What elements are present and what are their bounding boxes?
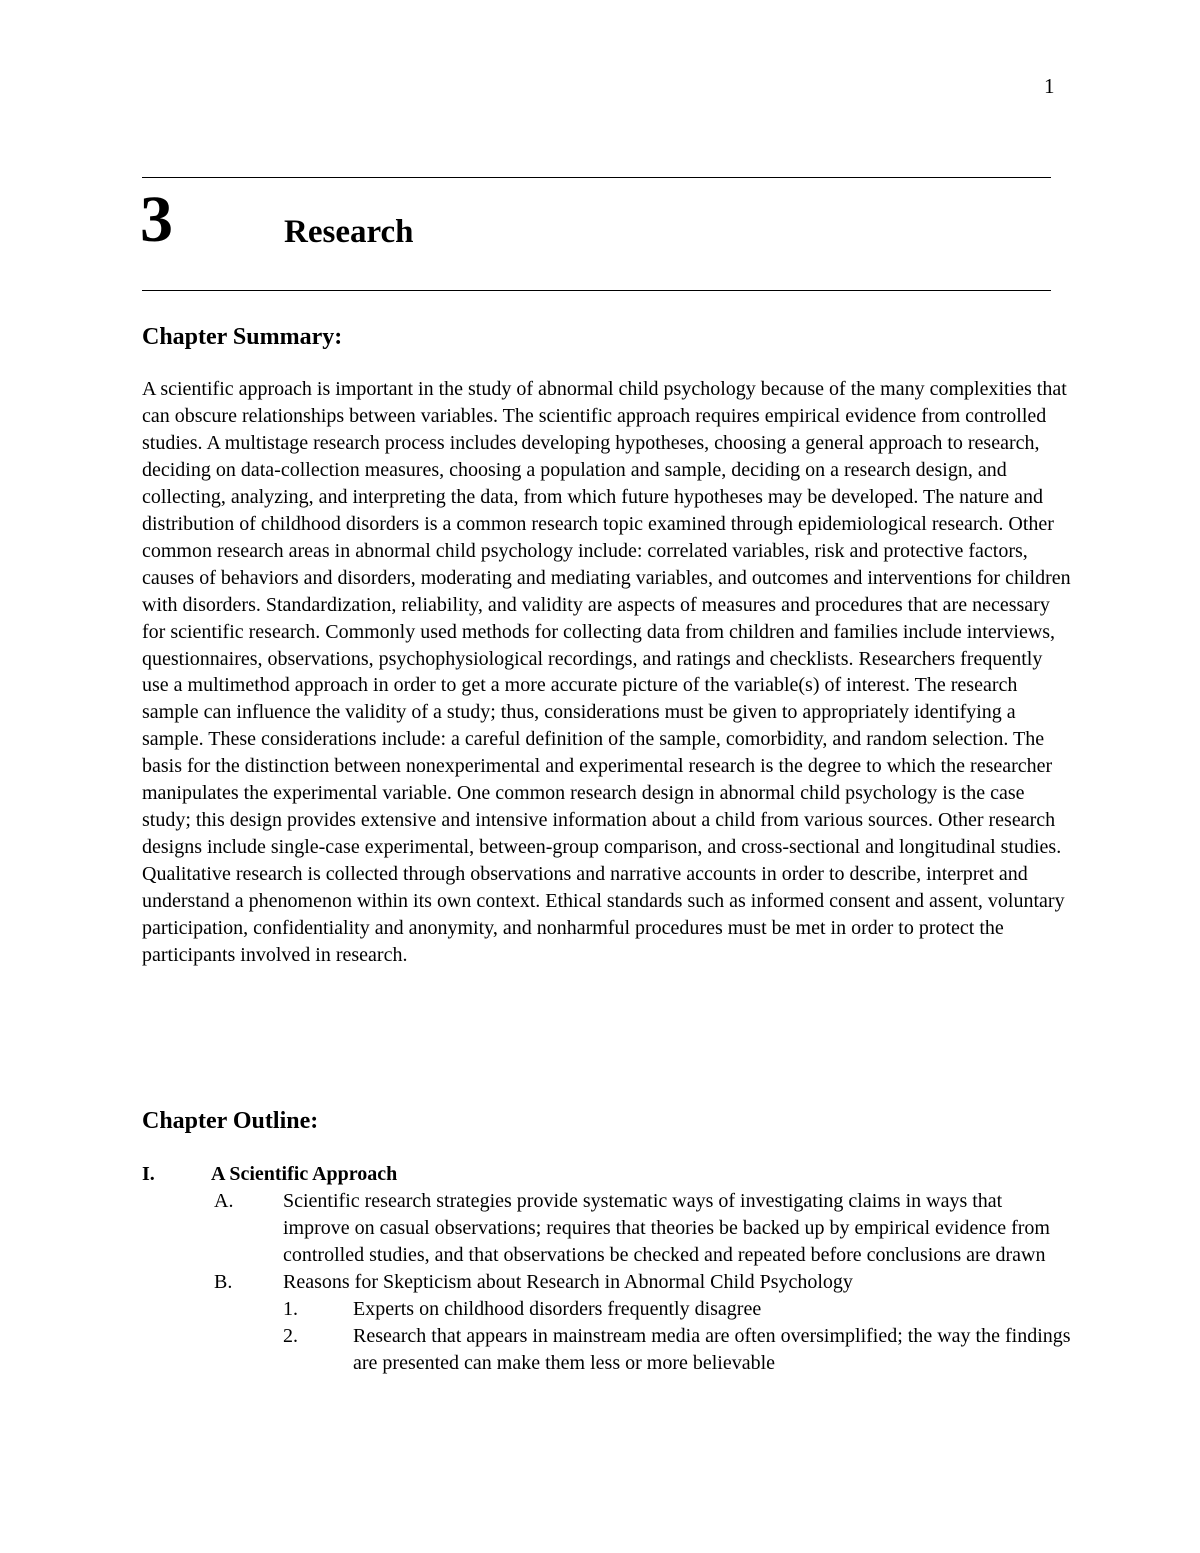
chapter-summary-paragraph: A scientific approach is important in the study of abnormal child psychology because of the many complexities that can obscure relationships between variables. The scientific approach requires empirical evidence from controlled studies. A multistage research process includes developing hypotheses, choosing a general approach to research, deciding on data-collection measures, choosing a population and sample, deciding on a research design, and collecting, analyzing, and interpreting the data, from which future hypotheses may be developed. The nature and distribution of childhood disorders is a common research topic examined through epidemiological research. Other common research areas in abnormal child psychology include: correlated variables, risk and protective factors, causes of behaviors and disorders, moderating and mediating variables, and outcomes and interventions for children with disorders. Standardization, reliability, and validity are aspects of measures and procedures that are necessary for scientific research. Commonly used methods for collecting data from children and families include interviews, questionnaires, observations, psychophysiological recordings, and ratings and checklists. Researchers frequently use a multimethod approach in order to get a more accurate picture of the variable(s) of interest. The research sample can influence the validity of a study; thus, considerations must be given to appropriately identifying a sample. These considerations include: a careful definition of the sample, comorbidity, and random selection. The basis for the distinction between nonexperimental and experimental research is the degree to which the researcher manipulates the experimental variable. One common research design in abnormal child psychology is the case study; this design provides extensive and intensive information about a child from various sources. Other research designs include single-case experimental, between-group comparison, and cross-sectional and longitudinal studies. Qualitative research is collected through observations and narrative accounts in order to describe, interpret and understand a phenomenon within its own context. Ethical standards such as informed consent and assent, voluntary participation, confidentiality and anonymity, and nonharmful procedures must be met in order to protect the participants involved in research.: [142, 378, 1071, 967]
outline-marker: B.: [214, 1271, 233, 1293]
outline-item-level-1: [142, 1161, 1072, 1188]
outline-item-level-3: [142, 1323, 1072, 1377]
outline-marker: I.: [142, 1163, 155, 1185]
chapter-top-rule: [142, 177, 1051, 178]
chapter-bottom-rule: [142, 290, 1051, 291]
outline-item-text: Reasons for Skepticism about Research in Abnormal Child Psychology: [283, 1271, 853, 1293]
outline-marker: A.: [214, 1190, 234, 1212]
chapter-number: 3: [140, 183, 173, 256]
outline-marker: 2.: [283, 1325, 298, 1347]
outline-item-text: Scientific research strategies provide systematic ways of investigating claims in ways that improve on casual observations; requires that theories be backed up by empirical evidence from controlled studies, and that observations be checked and repeated before conclusions are drawn: [283, 1190, 1050, 1266]
outline-item-text: Research that appears in mainstream media are often oversimplified; the way the findings are presented can make them less or more believable: [353, 1325, 1071, 1374]
outline-item-text: A Scientific Approach: [211, 1163, 398, 1185]
chapter-title: Research: [284, 214, 414, 250]
outline-item-level-2: [142, 1269, 1072, 1296]
outline-item-text: Experts on childhood disorders frequently disagree: [353, 1298, 762, 1320]
outline-item-level-2: [142, 1188, 1072, 1269]
chapter-outline-list: [142, 1161, 1072, 1377]
page-number: 1: [1044, 74, 1055, 98]
chapter-outline-heading: Chapter Outline:: [142, 1108, 319, 1134]
outline-marker: 1.: [283, 1298, 298, 1320]
chapter-summary-heading: Chapter Summary:: [142, 324, 343, 350]
outline-item-level-3: [142, 1296, 1072, 1323]
